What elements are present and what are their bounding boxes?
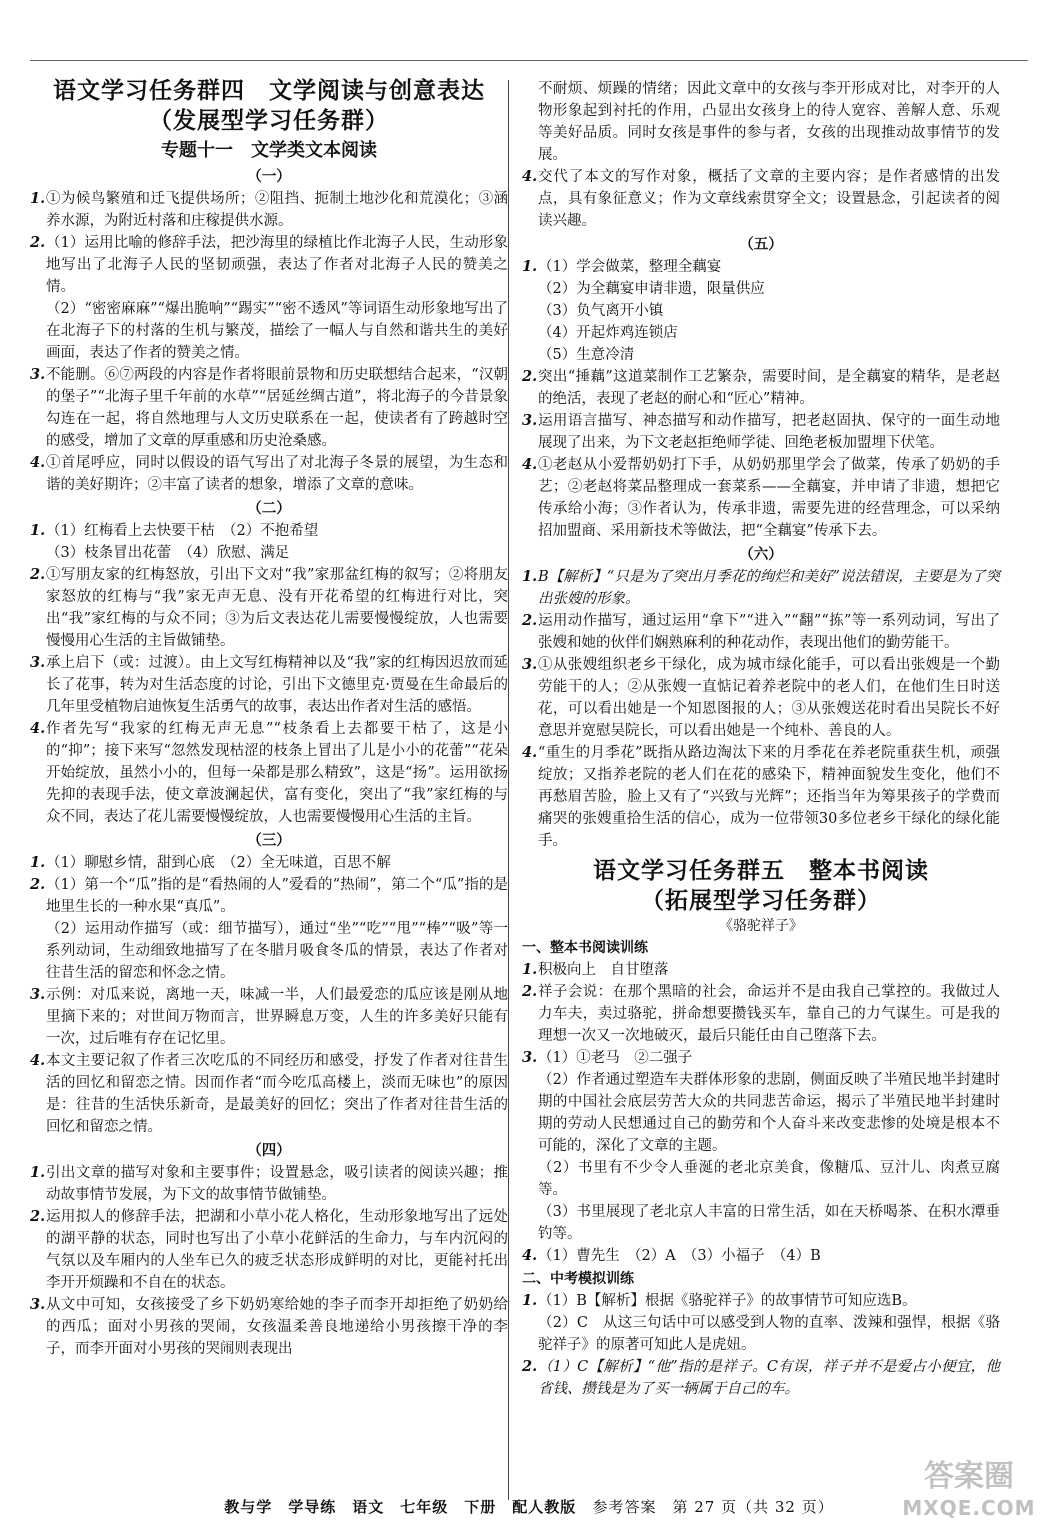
item-number: 2. [30, 876, 46, 893]
answer-text: （2）运用动作描写（或：细节描写），通过“坐”“吃”“甩”“棒”“吸”等一系列动词，生动细致地描写了在冬腊月吸食冬瓜的情景，表达了作者对往昔生活的留恋和怀念之情。 [46, 921, 508, 981]
item-number: 1. [522, 1292, 538, 1309]
answer-text: （2）C 从这三句话中可以感受到人物的直率、泼辣和强悍，根据《骆驼祥子》的原著可知此人是虎妞。 [538, 1315, 1000, 1353]
item-number: 2. [30, 1208, 46, 1225]
answer-text: （1）聊慰乡情，甜到心底 （2）全无味道，百思不解 [46, 855, 391, 871]
answer-text: 积极向上 自甘堕落 [538, 962, 669, 978]
section-title: 语文学习任务群四 文学阅读与创意表达 [53, 78, 485, 104]
answer-text: （1）红梅看上去快要干枯 （2）不抱希望 [46, 523, 319, 539]
passage-label: （五） [739, 236, 783, 253]
item-number: 3. [30, 654, 46, 671]
answer-item [522, 1047, 1000, 1069]
item-number: 3. [522, 412, 538, 429]
answer-item [522, 1290, 1000, 1312]
answer-item [522, 959, 1000, 981]
answer-item [522, 1356, 1000, 1400]
answer-item [522, 654, 1000, 742]
answer-text: ①为候鸟繁殖和迁飞提供场所；②阻挡、扼制土地沙化和荒漠化；③涵养水源，为附近村落和庄稼提供水源。 [46, 191, 508, 229]
item-number: 4. [30, 454, 46, 471]
answer-item [30, 1206, 508, 1294]
answer-item [30, 564, 508, 652]
answer-item [522, 1245, 1000, 1267]
passage-label: （三） [247, 832, 291, 849]
answer-text: 不能删。⑥⑦两段的内容是作者将眼前景物和历史联想结合起来，“汉朝的堡子”“北海子里千年前的水草”“居延丝绸古道”，将北海子的今昔景象勾连在一起，将自然地理与人文历史联系在一起，使读者有了跨越时空的感受，增加了文章的厚重感和历史沧桑感。 [46, 367, 508, 449]
answer-text: （1）曹先生 （2）A （3）小福子 （4）B [538, 1248, 821, 1264]
item-number: 1. [522, 568, 538, 585]
answer-item [522, 742, 1000, 852]
answer-item [30, 1050, 508, 1138]
item-number: 2. [30, 234, 46, 251]
answer-text: （4）开起炸鸡连锁店 [538, 325, 678, 341]
answer-text: （3）负气离开小镇 [538, 303, 664, 319]
answer-item [522, 366, 1000, 410]
answer-item [30, 718, 508, 828]
item-number: 1. [30, 1164, 46, 1181]
answer-text: ①老赵从小爱帮奶奶打下手，从奶奶那里学会了做菜，传承了奶奶的手艺；②老赵将菜品整理成一套菜系——全藕宴，并申请了非遗，想把它传承给小海；③作者认为，传承非遗，需要先进的经营理念，可以采纳招加盟商、采用新技术等做法，把“全藕宴”传承下去。 [538, 457, 1000, 539]
answer-text: ①从张嫂组织老乡干绿化，成为城市绿化能手，可以看出张嫂是一个勤劳能干的人；②从张嫂一直惦记着养老院中的老人们，在他们生日时送花，可以看出她是一个知恩图报的人；③从张嫂送花时看出吴院长不好意思并宽慰吴院长，可以看出她是一个纯朴、善良的人。 [538, 657, 1000, 739]
answer-item [522, 610, 1000, 654]
answer-text: ①写朋友家的红梅怒放，引出下文对“我”家那盆红梅的叙写；②将朋友家怒放的红梅与“我”家无声无息、没有开花希望的红梅进行对比，突出“我”家红梅的与众不同；③为后文表达花儿需要慢慢绽放，人也需要慢慢用心生活的主旨做铺垫。 [46, 567, 508, 649]
answer-text: （1）C【解析】“他”指的是祥子。C有误，祥子并不是爱占小便宜，他省钱、攒钱是为了买一辆属于自己的车。 [538, 1359, 1000, 1397]
answer-text: （1）①老马 ②二强子 [538, 1050, 693, 1066]
answer-item [30, 852, 508, 874]
answer-text: （2）为全藕宴申请非遗，限量供应 [538, 281, 765, 297]
item-number: 2. [522, 368, 538, 385]
item-number: 3. [30, 366, 46, 383]
answer-item [30, 452, 508, 496]
item-number: 1. [30, 522, 46, 539]
item-number: 2. [522, 983, 538, 1000]
item-number: 3. [30, 986, 46, 1003]
answer-text: ①首尾呼应，同时以假设的语气写出了对北海子冬景的展望，为生态和谐的美好期许；②丰富了读者的想象，增添了文章的意味。 [46, 455, 508, 493]
answer-text: 运用动作描写，通过运用“拿下”“进入”“翻”“拣”等一系列动词，写出了张嫂和她的伙伴们娴熟麻利的种花动作，表现出他们的勤劳能干。 [538, 613, 1000, 651]
section-subtitle: （发展型学习任务群） [149, 108, 389, 134]
watermark-logo [894, 1458, 1044, 1528]
book-title: 《骆驼祥子》 [719, 918, 803, 934]
answer-text: 从文中可知，女孩接受了乡下奶奶寒给她的李子而李开却拒绝了奶奶给的西瓜；面对小男孩的哭闹，女孩温柔善良地递给小男孩擦干净的李子，而李开面对小男孩的哭闹则表现出 [46, 1297, 508, 1357]
item-number: 4. [522, 456, 538, 473]
passage-label: （六） [739, 546, 783, 563]
item-number: 4. [522, 168, 538, 185]
item-number: 4. [522, 1247, 538, 1264]
answer-item [30, 874, 508, 918]
section-title: 语文学习任务群五 整本书阅读 [593, 858, 929, 884]
answer-text: （2）作者通过塑造车夫群体形象的悲剧，侧面反映了半殖民地半封建时期的中国社会底层劳苦大众的共同悲苦命运，揭示了半殖民地半封建时期的劳动人民想通过自己的勤劳和个人奋斗来改变悲惨的处境是根本不可能的，深化了文章的主题。 [538, 1072, 1000, 1154]
answer-item [30, 652, 508, 718]
item-number: 3. [522, 1049, 538, 1066]
item-number: 1. [522, 961, 538, 978]
answer-text: 不耐烦、烦躁的情绪；因此文章中的女孩与李开形成对比，对李开的人物形象起到衬托的作用，凸显出女孩身上的待人宽容、善解人意、乐观等美好品质。同时女孩是事件的参与者，女孩的出现推动故事情节的发展。 [538, 81, 1000, 163]
watermark-url: MXQE.COM [902, 1496, 1036, 1520]
answer-text: （1）学会做菜，整理全藕宴 [538, 259, 722, 275]
answer-item [30, 520, 508, 542]
answer-item [30, 984, 508, 1050]
answer-text: （3）枝条冒出花蕾 （4）欣慰、满足 [46, 545, 290, 561]
passage-label: （四） [247, 1142, 291, 1159]
topic-title: 专题十一 文学类文本阅读 [161, 140, 377, 161]
answer-item [522, 256, 1000, 278]
answer-text: 引出文章的描写对象和主要事件；设置悬念，吸引读者的阅读兴趣；推动故事情节发展，为下文的故事情节做铺垫。 [46, 1165, 508, 1203]
answer-item [522, 981, 1000, 1047]
passage-label: （一） [247, 168, 291, 185]
part-title: 一、整本书阅读训练 [522, 940, 648, 956]
answer-text: （1）B【解析】根据《骆驼祥子》的故事情节可知应选B。 [538, 1293, 917, 1309]
answer-text: （2）书里有不少令人垂涎的老北京美食，像糖瓜、豆汁儿、肉煮豆腐等。 [538, 1160, 1000, 1198]
item-number: 3. [522, 656, 538, 673]
footer-book-info: 教与学 学导练 语文 七年级 下册 配人教版 [224, 1498, 577, 1516]
item-number: 1. [522, 258, 538, 275]
answer-text: “重生的月季花”既指从路边淘汰下来的月季花在养老院重获生机，顽强绽放；又指养老院的老人们在花的感染下，精神面貌发生变化，他们不再愁眉苦脸，脸上又有了“兴致与光辉”；还指当年为筹果孩子的学费而痛哭的张嫂重拾生活的信心，成为一位带领30多位老乡干绿化的绿化能手。 [538, 745, 1000, 849]
item-number: 2. [522, 1358, 538, 1375]
item-number: 4. [522, 744, 538, 761]
answer-text: 突出“捶藕”这道菜制作工艺繁杂，需要时间，是全藕宴的精华，是老赵的绝活，表现了老赵的耐心和“匠心”精神。 [538, 369, 1000, 407]
answer-text: 祥子会说：在那个黑暗的社会，命运并不是由我自己掌控的。我做过人力车夫，卖过骆驼，拼命想要攒钱买车，靠自己的力气谋生。可是我的理想一次又一次地破灭，最后只能任由自己堕落下去。 [538, 984, 1000, 1044]
answer-text: 交代了本文的写作对象，概括了文章的主要内容；是作者感情的出发点，具有象征意义；作为文章线索贯穿全文；设置悬念，引起读者的阅读兴趣。 [538, 169, 1000, 229]
footer-page-number: 参考答案 第 27 页（共 32 页） [592, 1498, 834, 1516]
answer-item [522, 566, 1000, 610]
item-number: 4. [30, 720, 46, 737]
column-divider [508, 80, 509, 1500]
answer-text: 承上启下（或：过渡）。由上文写红梅精神以及“我”家的红梅因迟放而延长了花事，转为对生活态度的讨论，引出下文德里克·贾曼在生命最后的几年里受植物启迪恢复生活勇气的故事，表达出作者对生活的感悟。 [46, 655, 508, 715]
part-title: 二、中考模拟训练 [522, 1271, 634, 1287]
top-rule [30, 60, 1028, 61]
answer-text: 示例：对瓜来说，离地一天，味减一半，人们最爱恋的瓜应该是刚从地里摘下来的；对世间万物而言，世界瞬息万变，人生的许多美好只能有一次，过后唯有存在记忆里。 [46, 987, 508, 1047]
watermark-text: 答案圈 [924, 1459, 1014, 1494]
item-number: 2. [30, 566, 46, 583]
answer-text: （3）书里展现了老北京人丰富的日常生活，如在天桥喝茶、在积水潭垂钓等。 [538, 1204, 1000, 1242]
answer-item [30, 188, 508, 232]
answer-text: 运用语言描写、神态描写和动作描写，把老赵固执、保守的一面生动地展现了出来，为下文老赵拒绝师学徒、回绝老板加盟埋下伏笔。 [538, 413, 1000, 451]
answer-item [30, 232, 508, 298]
item-number: 1. [30, 854, 46, 871]
answer-text: 本文主要记叙了作者三次吃瓜的不同经历和感受，抒发了作者对往昔生活的回忆和留恋之情。因而作者“而今吃瓜高楼上，淡而无味也”的原因是：往昔的生活快乐新奇，是最美好的回忆；突出了作者对往昔生活的回忆和留恋之情。 [46, 1053, 508, 1135]
answer-text: （1）第一个“瓜”指的是“看热闹的人”爱看的“热闹”，第二个“瓜”指的是地里生长的一种水果“真瓜”。 [46, 877, 508, 915]
item-number: 2. [522, 612, 538, 629]
answer-text: B【解析】“只是为了突出月季花的绚烂和美好”说法错误，主要是为了突出张嫂的形象。 [538, 569, 1000, 607]
passage-label: （二） [247, 500, 291, 517]
answer-text: （5）生意冷清 [538, 347, 635, 363]
answer-text: （1）运用比喻的修辞手法，把沙海里的绿植比作北海子人民，生动形象地写出了北海子人民的坚韧顽强，表达了作者对北海子人民的赞美之情。 [46, 235, 508, 295]
answer-item [30, 1294, 508, 1360]
answer-item [30, 364, 508, 452]
answer-item [522, 454, 1000, 542]
answer-text: （2）“密密麻麻”“爆出脆响”“踢实”“密不透风”等词语生动形象地写出了在北海子下的村落的生机与繁茂，描绘了一幅人与自然和谐共生的美好画面，表达了作者的赞美之情。 [46, 301, 508, 361]
item-number: 1. [30, 190, 46, 207]
answer-item [30, 1162, 508, 1206]
item-number: 4. [30, 1052, 46, 1069]
answer-text: 运用拟人的修辞手法，把湖和小草小花人格化，生动形象地写出了远处的湖平静的状态，同时也写出了小草小花鲜活的生命力，与车内沉闷的气氛以及车厢内的人坐车已久的疲乏状态形成鲜明的对比，更能衬托出李开开烦躁和不自在的状态。 [46, 1209, 508, 1291]
answer-text: 作者先写“我家的红梅无声无息”“枝条看上去都要干枯了，这是小的“抑”；接下来写“忽然发现枯涩的枝条上冒出了儿是小小的花蕾”“花朵开始绽放，虽然小小的，但每一朵都是那么精致”，这是“扬”。运用欲扬先抑的表现手法，使文章波澜起伏，富有变化，突出了“我”家红梅的与众不同，表达了花儿需要慢慢绽放，人也需要慢慢用心生活的主旨。 [46, 721, 508, 825]
answer-item [522, 166, 1000, 232]
answer-item [522, 410, 1000, 454]
left-column [30, 76, 508, 1360]
section-subtitle: （拓展型学习任务群） [641, 888, 881, 914]
item-number: 3. [30, 1296, 46, 1313]
right-column [522, 78, 1000, 1400]
